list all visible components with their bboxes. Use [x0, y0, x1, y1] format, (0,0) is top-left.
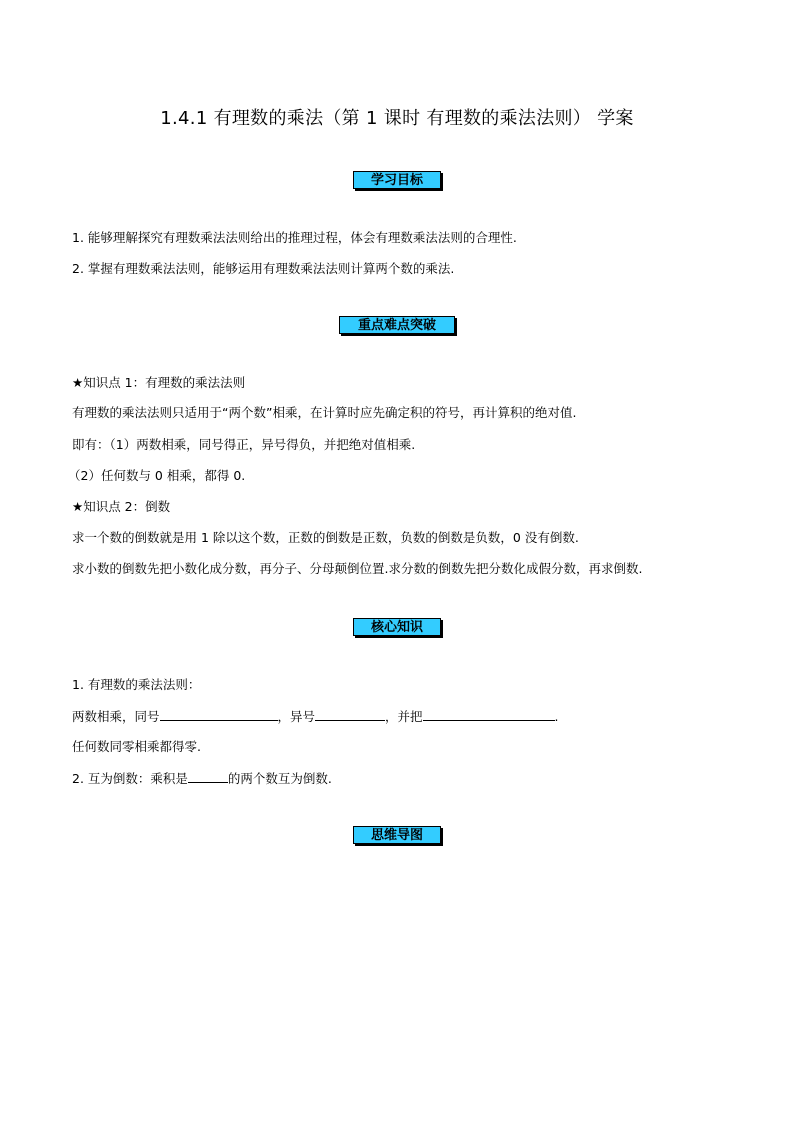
blank-different-sign[interactable] — [315, 708, 385, 721]
knowledge-point-1-text: 有理数的乘法法则只适用于“两个数”相乘，在计算时应先确定积的符号，再计算积的绝对值. — [72, 405, 577, 420]
section-heading-mindmap-label: 思维导图 — [370, 828, 423, 843]
goal-item-1: 1. 能够理解探究有理数乘法法则给出的推理过程，体会有理数乘法法则的合理性. — [72, 230, 517, 245]
section-heading-mindmap — [353, 826, 441, 844]
knowledge-point-2-text-1: 求一个数的倒数就是用 1 除以这个数，正数的倒数是正数，负数的倒数是负数，0 没有倒数. — [72, 530, 579, 545]
knowledge-point-1-rule-2: （2）任何数与 0 相乘，都得 0. — [68, 468, 246, 483]
core-fill-text-d: . — [554, 709, 559, 724]
core-reciprocal-text-a: 2. 互为倒数：乘积是 — [72, 771, 188, 786]
blank-reciprocal-product[interactable] — [188, 770, 228, 783]
core-fill-text-b: ，异号 — [277, 709, 316, 724]
goal-item-2: 2. 掌握有理数乘法法则，能够运用有理数乘法法则计算两个数的乘法. — [72, 261, 455, 276]
core-item-1: 1. 有理数的乘法法则： — [72, 677, 201, 692]
section-heading-core — [353, 618, 441, 636]
section-heading-key-points — [339, 316, 455, 334]
knowledge-point-2-title: ★知识点 2：倒数 — [72, 499, 171, 514]
core-item-1-zero: 任何数同零相乘都得零. — [72, 739, 201, 754]
section-heading-goals-label: 学习目标 — [370, 173, 423, 188]
section-heading-core-label: 核心知识 — [370, 620, 423, 635]
knowledge-point-1-rule-1: 即有：（1）两数相乘，同号得正，异号得负，并把绝对值相乘. — [72, 437, 416, 452]
section-heading-key-points-label: 重点难点突破 — [357, 318, 436, 333]
core-fill-text-c: ，并把 — [385, 709, 423, 724]
blank-same-sign[interactable] — [160, 708, 278, 721]
knowledge-point-2-text-2: 求小数的倒数先把小数化成分数，再分子、分母颠倒位置.求分数的倒数先把分数化成假分数，再求倒数. — [72, 561, 643, 576]
document-title: 1.4.1 有理数的乘法（第 1 课时 有理数的乘法法则） 学案 — [160, 108, 634, 129]
core-reciprocal-text-b: 的两个数互为倒数. — [227, 771, 332, 786]
core-fill-text-a: 两数相乘，同号 — [72, 709, 160, 724]
core-item-2 — [72, 770, 332, 787]
blank-absolute-value[interactable] — [423, 708, 555, 721]
section-heading-goals — [353, 171, 441, 189]
knowledge-point-1-title: ★知识点 1：有理数的乘法法则 — [72, 375, 246, 390]
core-item-1-fill — [72, 708, 559, 725]
